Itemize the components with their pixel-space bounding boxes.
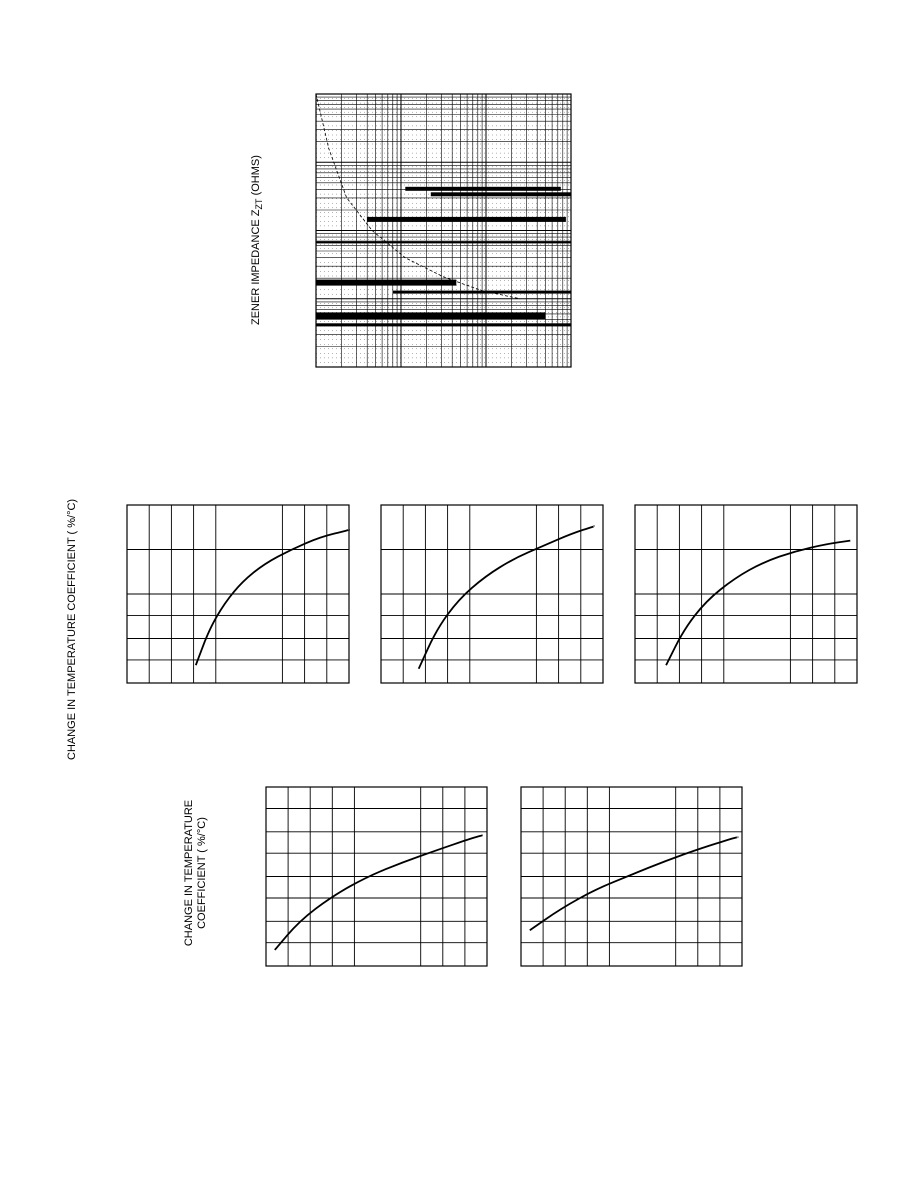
zener-impedance-chart [316,94,571,367]
zener-dense-band [405,187,561,191]
zener-impedance-label-unit: (OHMS) [250,155,262,199]
zener-impedance-label-prefix: ZENER IMPEDANCE Z [250,209,262,325]
tc-bottom-label-line1: CHANGE IN TEMPERATURE [183,799,195,947]
tc-chart-3 [635,505,857,683]
tc-chart-4 [266,787,487,966]
tc-left-axis-label: CHANGE IN TEMPERATURE COEFFICIENT ( %/°C) [66,498,78,760]
zener-dense-band [316,312,546,319]
tc-bottom-axis-label [183,788,209,958]
zener-dense-band [316,280,456,286]
zener-dense-band [393,291,572,294]
tc-bottom-label-line2: COEFFICIENT ( %/°C) [196,817,208,929]
tc-chart-2 [381,505,603,683]
zener-impedance-axis-label [250,155,264,325]
zener-dense-band [316,323,571,326]
zener-dense-band [316,241,571,243]
tc-chart-5 [521,787,742,966]
zener-dense-band [431,192,571,196]
tc-chart-1 [127,505,349,683]
zener-impedance-label-sub: ZT [254,198,265,210]
zener-dense-band [367,217,566,222]
